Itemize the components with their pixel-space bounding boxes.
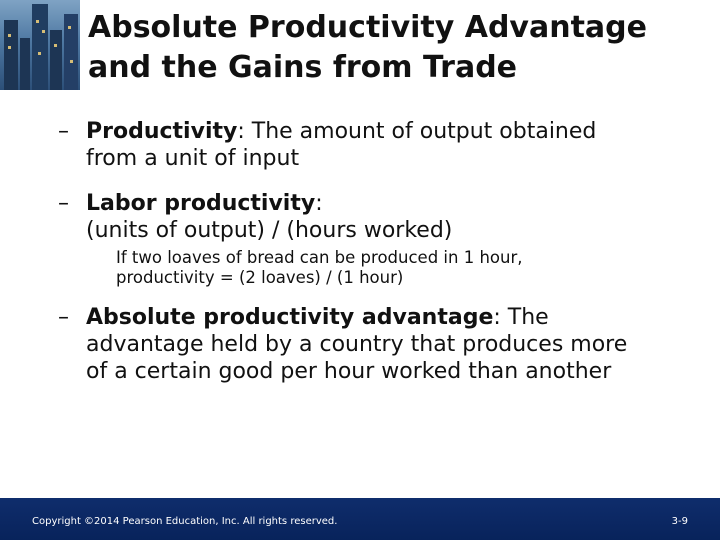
slide-title [88, 8, 708, 88]
bullet-line [86, 118, 698, 145]
bullet-line [86, 304, 698, 331]
sub-bullet-line: productivity = (2 loaves) / (1 hour) [116, 268, 404, 287]
bullet-text: of a certain good per hour worked than another [86, 359, 612, 384]
bullet-text: : The [493, 305, 549, 330]
footer-bar [0, 498, 720, 540]
bullet-text: : [315, 191, 323, 216]
bullet-text: advantage held by a country that produces more [86, 332, 628, 357]
bullet-text: from a unit of input [86, 146, 300, 171]
bullet-dash: – [58, 119, 69, 144]
sub-bullet [58, 248, 698, 288]
bullet-line [86, 190, 698, 217]
bullet-term: Productivity [86, 119, 238, 144]
bullet-labor-productivity [58, 190, 698, 244]
slide-title-line-1: Absolute Productivity Advantage [88, 10, 647, 45]
bullet-term: Absolute productivity advantage [86, 305, 494, 330]
bullet-dash: – [58, 191, 69, 216]
page-number: 3-9 [671, 516, 688, 527]
bullet-list [58, 118, 698, 385]
bullet-term: Labor productivity [86, 191, 316, 216]
copyright-text: Copyright ©2014 Pearson Education, Inc. All rights reserved. [32, 516, 338, 527]
slide-title-line-2: and the Gains from Trade [88, 50, 518, 85]
city-skyline-image [0, 0, 80, 90]
bullet-productivity [58, 118, 698, 172]
bullet-absolute-advantage [58, 304, 698, 385]
bullet-text: (units of output) / (hours worked) [86, 218, 453, 243]
bullet-dash: – [58, 305, 69, 330]
sub-bullet-line: If two loaves of bread can be produced in 1 hour, [116, 248, 523, 267]
bullet-text: : The amount of output obtained [237, 119, 597, 144]
